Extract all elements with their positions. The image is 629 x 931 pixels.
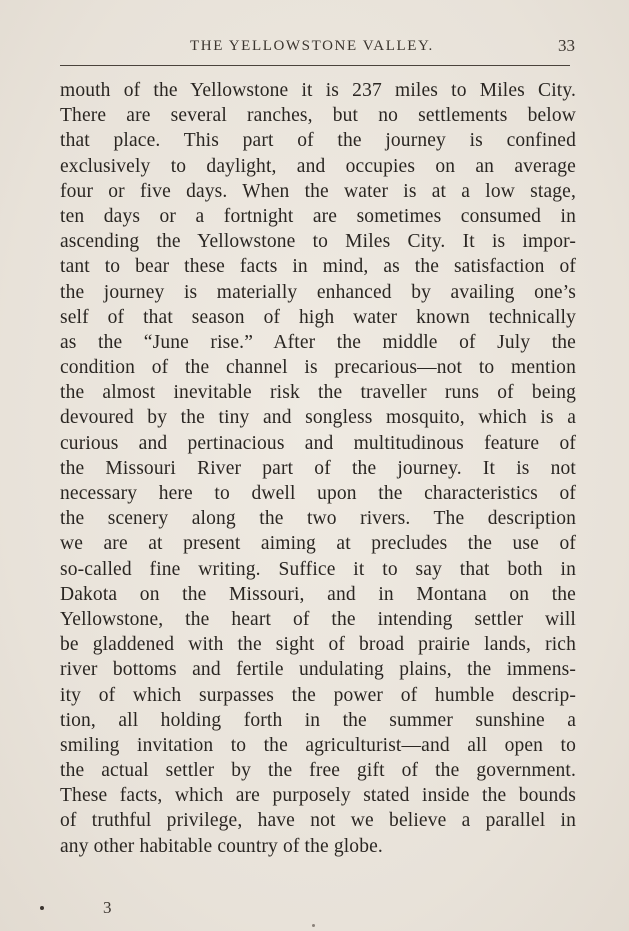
signature-mark: 3 (103, 898, 112, 917)
text-line: the scenery along the two rivers. The description (60, 508, 576, 530)
text-line: exclusively to daylight, and occupies on an average (60, 155, 576, 177)
page-header (60, 36, 575, 60)
text-line: the journey is materially enhanced by availing one’s (60, 281, 576, 303)
text-line: mouth of the Yellowstone it is 237 miles to Miles City. (60, 80, 576, 101)
ink-speck (312, 924, 315, 927)
body-text (60, 78, 576, 859)
text-line: ascending the Yellowstone to Miles City. It is impor- (60, 231, 576, 253)
text-line: tion, all holding forth in the summer sunshine a (60, 709, 576, 731)
text-line: tant to bear these facts in mind, as the satisfaction of (60, 256, 576, 278)
text-line: as the “June rise.” After the middle of July the (60, 331, 576, 353)
header-rule (60, 65, 570, 66)
text-line: There are several ranches, but no settlements below (60, 105, 576, 127)
text-line: that place. This part of the journey is confined (60, 130, 576, 152)
text-line: four or five days. When the water is at a low stage, (60, 180, 576, 202)
text-line: we are at present aiming at precludes the use of (60, 533, 576, 555)
text-line: be gladdened with the sight of broad prairie lands, rich (60, 634, 576, 656)
ink-speck (40, 906, 44, 910)
text-line: Dakota on the Missouri, and in Montana on the (60, 583, 576, 605)
page-number: 33 (558, 36, 575, 55)
text-line: smiling invitation to the agriculturist—and all open to (60, 734, 576, 756)
text-line: curious and pertinacious and multitudinous feature of (60, 432, 576, 454)
text-line: any other habitable country of the globe. (60, 835, 383, 857)
text-line: river bottoms and fertile undulating plains, the immens- (60, 659, 576, 681)
text-line: devoured by the tiny and songless mosquito, which is a (60, 407, 576, 429)
text-line: so-called fine writing. Suffice it to say that both in (60, 558, 576, 580)
text-line: ity of which surpasses the power of humble descrip- (60, 684, 576, 706)
text-line: necessary here to dwell upon the characteristics of (60, 483, 576, 504)
text-line: self of that season of high water known technically (60, 306, 576, 328)
running-title: THE YELLOWSTONE VALLEY. (190, 38, 434, 54)
text-line: of truthful privilege, have not we believe a parallel in (60, 810, 576, 832)
text-line: the actual settler by the free gift of the government. (60, 760, 576, 782)
text-line: ten days or a fortnight are sometimes consumed in (60, 205, 576, 227)
text-line: the almost inevitable risk the traveller runs of being (60, 382, 576, 404)
text-line: condition of the channel is precarious—not to mention (60, 357, 576, 379)
text-line: the Missouri River part of the journey. It is not (60, 457, 576, 479)
text-line: Yellowstone, the heart of the intending settler will (60, 608, 576, 630)
text-line: These facts, which are purposely stated inside the bounds (60, 785, 576, 807)
